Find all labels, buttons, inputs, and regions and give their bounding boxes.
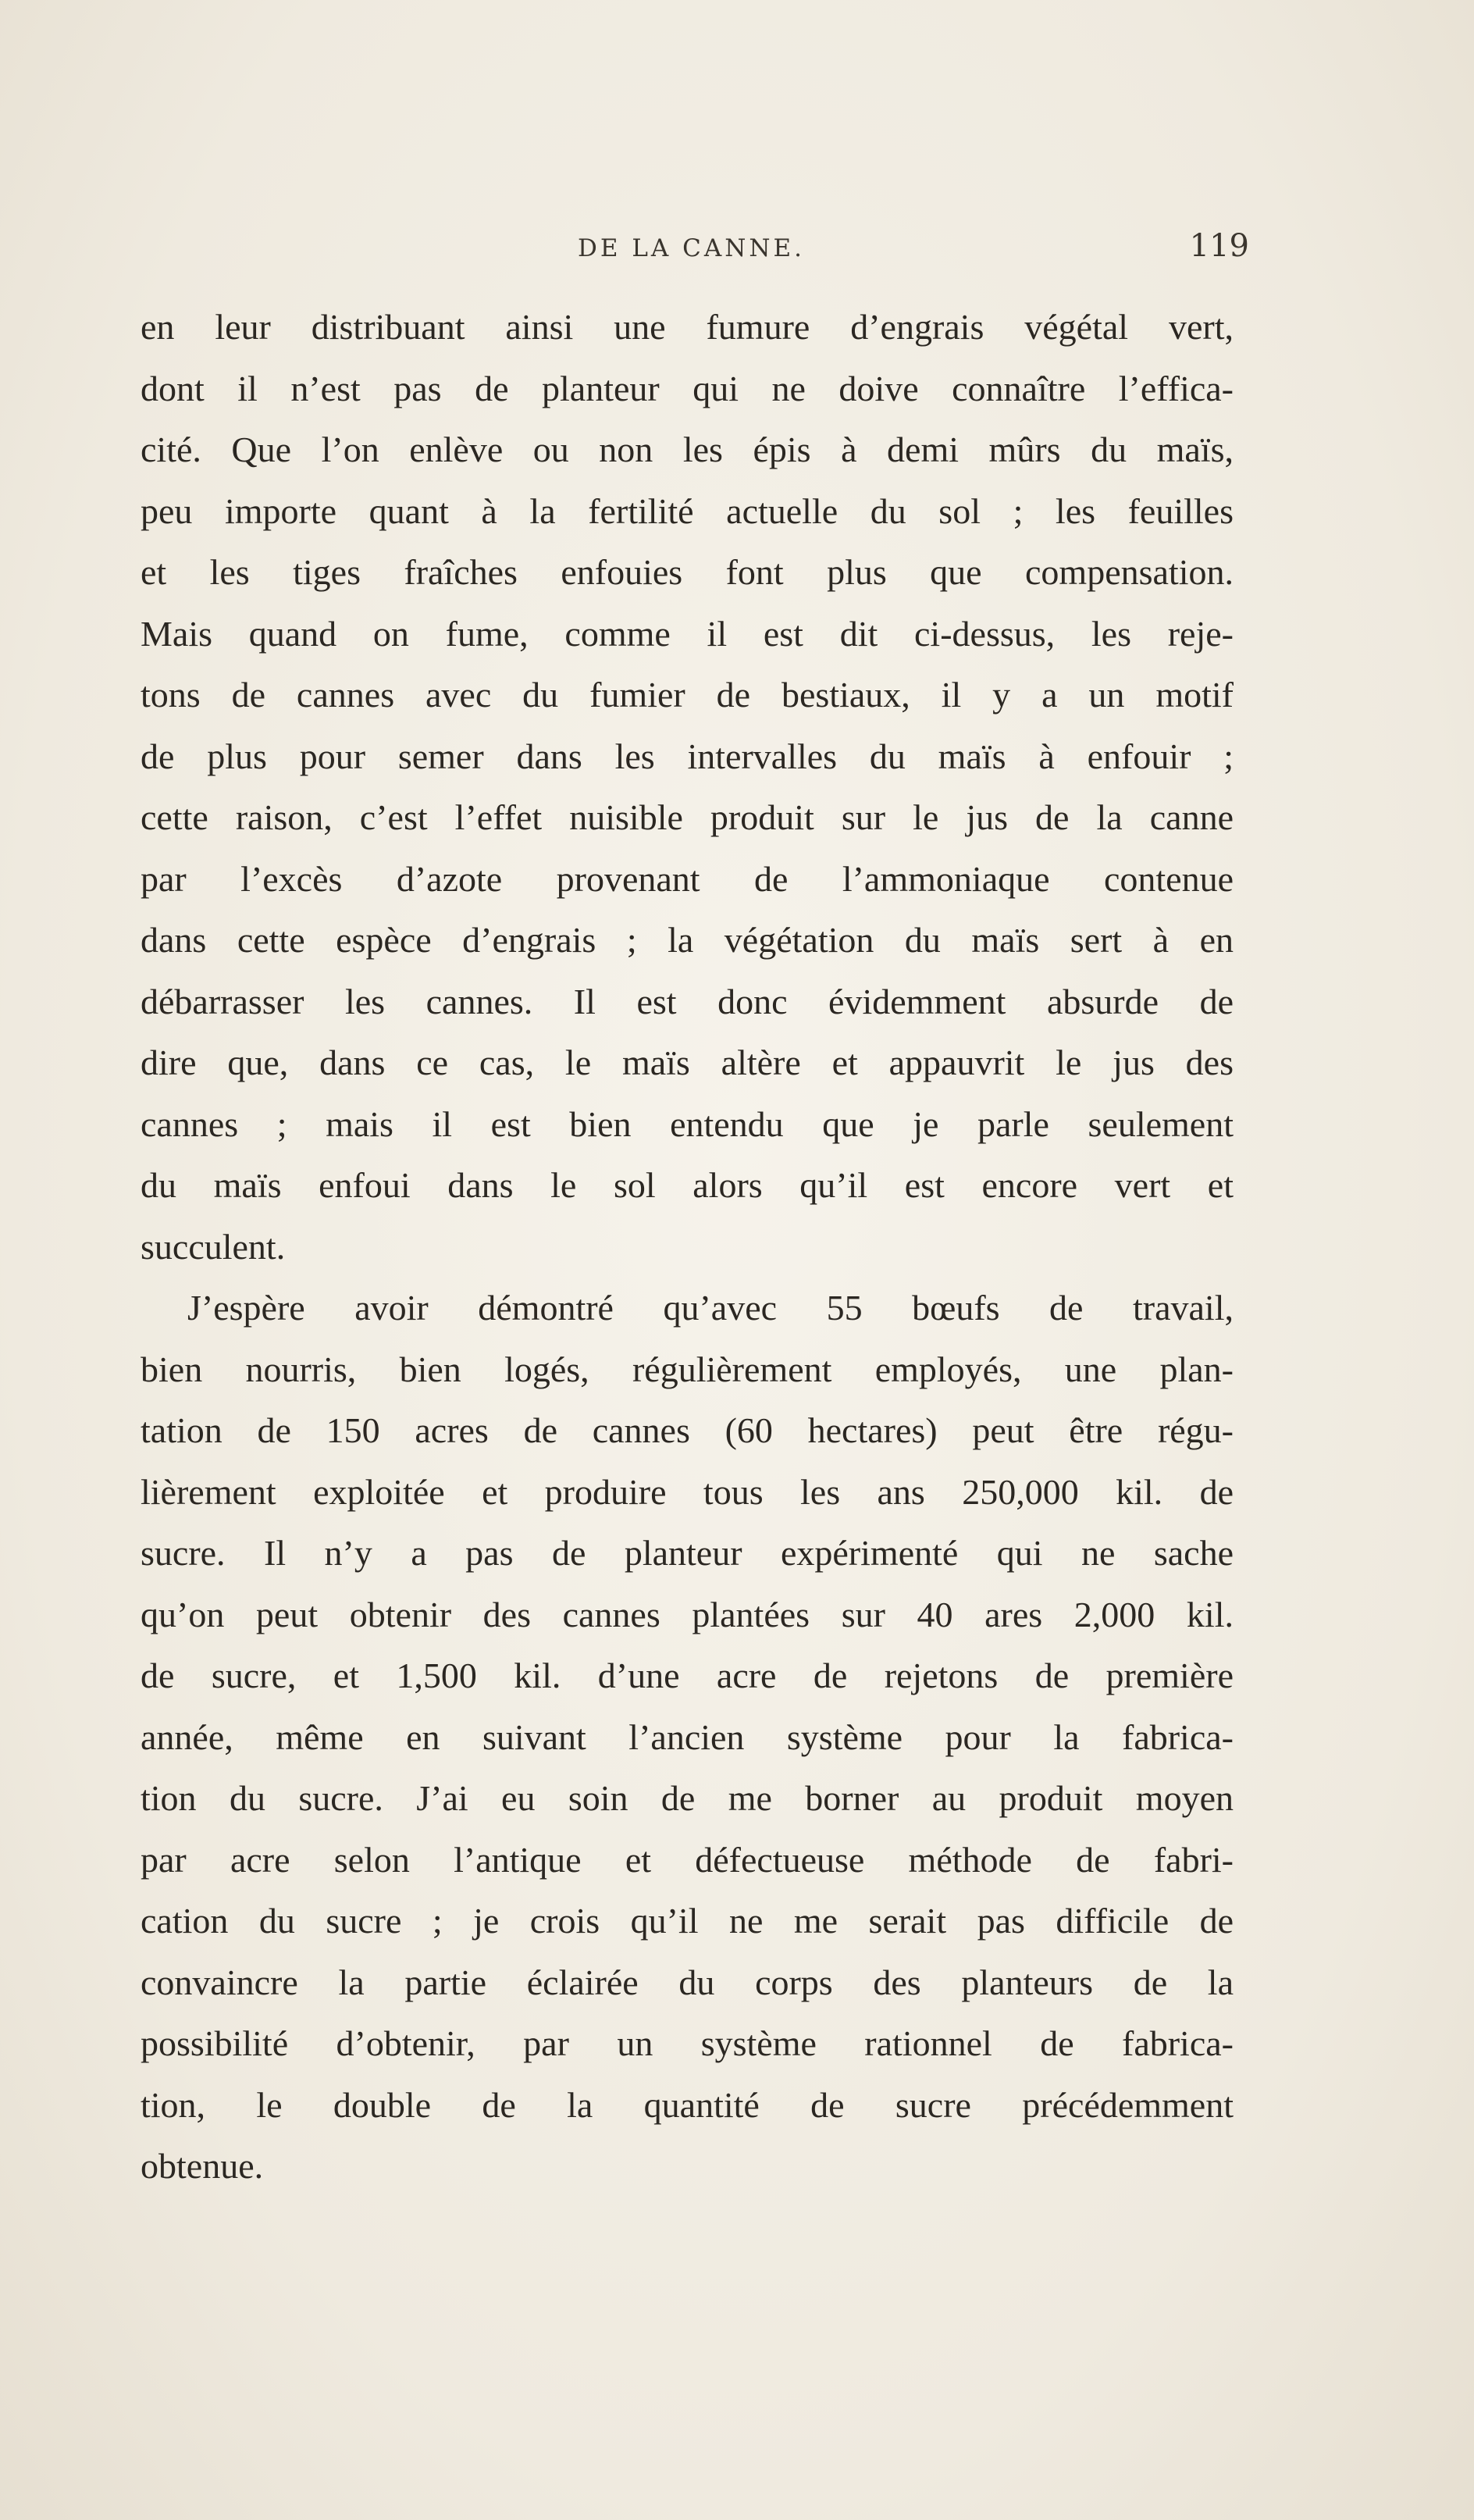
text-line: par l’excès d’azote provenant de l’ammoniaque contenue	[141, 858, 1234, 899]
body-text	[141, 297, 1234, 2197]
text-line: et les tiges fraîches enfouies font plus que compensation.	[141, 552, 1234, 592]
text-line: qu’on peut obtenir des cannes plantées sur 40 ares 2,000 kil.	[141, 1594, 1234, 1634]
text-line: convaincre la partie éclairée du corps des planteurs de la	[141, 1962, 1234, 2002]
text-line: dire que, dans ce cas, le maïs altère et appauvrit le jus des	[141, 1043, 1234, 1082]
text-line: cation du sucre ; je crois qu’il ne me serait pas difficile de	[141, 1901, 1234, 1941]
text-line: de plus pour semer dans les intervalles du maïs à enfouir ;	[141, 736, 1234, 776]
page-header	[578, 228, 1249, 275]
text-line: cette raison, c’est l’effet nuisible produit sur le jus de la canne	[141, 797, 1234, 837]
text-line: dans cette espèce d’engrais ; la végétation du maïs sert à en	[141, 920, 1234, 960]
text-line: Mais quand on fume, comme il est dit ci-dessus, les reje-	[141, 613, 1234, 654]
text-line: année, même en suivant l’ancien système pour la fabrica-	[141, 1716, 1234, 1757]
paragraph-end-line: succulent.	[141, 1226, 286, 1267]
text-line: du maïs enfoui dans le sol alors qu’il est encore vert et	[141, 1165, 1234, 1205]
text-line: par acre selon l’antique et défectueuse méthode de fabri-	[141, 1839, 1234, 1880]
text-line: en leur distribuant ainsi une fumure d’engrais végétal vert,	[141, 307, 1234, 347]
text-line: tion, le double de la quantité de sucre précédemment	[141, 2084, 1234, 2125]
running-head: DE LA CANNE.	[578, 234, 806, 262]
page-number: 119	[1189, 228, 1249, 264]
text-line: lièrement exploitée et produire tous les ans 250,000 kil. de	[141, 1471, 1234, 1512]
text-line: sucre. Il n’y a pas de planteur expérimenté qui ne sache	[141, 1533, 1234, 1573]
text-line: tons de cannes avec du fumier de bestiaux, il y a un motif	[141, 675, 1234, 715]
text-line: débarrasser les cannes. Il est donc évidemment absurde de	[141, 981, 1234, 1021]
text-line: bien nourris, bien logés, régulièrement employés, une plan-	[141, 1349, 1234, 1389]
text-line: cité. Que l’on enlève ou non les épis à demi mûrs du maïs,	[141, 430, 1234, 469]
text-line: possibilité d’obtenir, par un système rationnel de fabrica-	[141, 2023, 1234, 2063]
text-line: tion du sucre. J’ai eu soin de me borner au produit moyen	[141, 1778, 1234, 1818]
paragraph-end-line: obtenue.	[141, 2146, 264, 2186]
text-line: dont il n’est pas de planteur qui ne doive connaître l’effica-	[141, 368, 1234, 408]
paragraph-start-line: J’espère avoir démontré qu’avec 55 bœufs de travail,	[187, 1288, 1234, 1328]
text-line: tation de 150 acres de cannes (60 hectares) peut être régu-	[141, 1410, 1234, 1450]
text-line: peu importe quant à la fertilité actuelle du sol ; les feuilles	[141, 490, 1234, 531]
text-line: de sucre, et 1,500 kil. d’une acre de rejetons de première	[141, 1656, 1234, 1695]
text-line: cannes ; mais il est bien entendu que je parle seulement	[141, 1103, 1234, 1144]
